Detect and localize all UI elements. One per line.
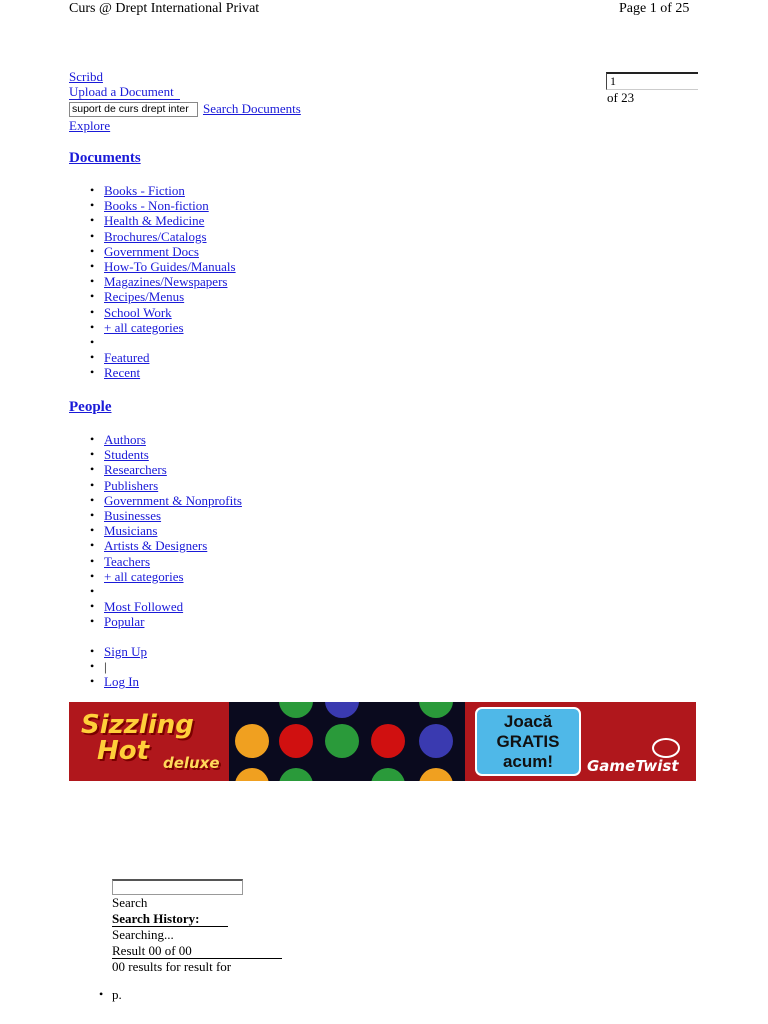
- play-free-button[interactable]: Joacă GRATIS acum!: [475, 707, 581, 776]
- list-item: [69, 183, 369, 198]
- star-icon: [279, 724, 313, 758]
- category-link[interactable]: Health & Medicine: [104, 213, 205, 229]
- search-history-label: Search History:: [112, 911, 228, 928]
- star-icon: [371, 724, 405, 758]
- category-link[interactable]: Sign Up: [104, 644, 147, 659]
- category-link[interactable]: How-To Guides/Manuals: [104, 258, 236, 274]
- category-link[interactable]: Brochures/Catalogs: [104, 228, 207, 244]
- results-summary: 00 results for result for: [112, 959, 232, 974]
- fruit-icon: [371, 768, 405, 781]
- gametwist-logo: GameTwist: [587, 757, 679, 775]
- result-counter: Result 00 of 00: [112, 943, 282, 960]
- search-label: Search: [112, 895, 148, 910]
- category-link[interactable]: Musicians: [104, 523, 158, 539]
- list-item: [69, 350, 369, 365]
- list-item: [69, 493, 369, 508]
- list-item: [69, 244, 369, 259]
- category-link[interactable]: Recipes/Menus: [104, 289, 185, 305]
- people-list: [69, 432, 369, 629]
- grapes-icon: [419, 724, 453, 758]
- search-documents-button[interactable]: Search Documents: [203, 101, 301, 116]
- category-link[interactable]: + all categories: [104, 319, 184, 335]
- fruit-icon: [279, 702, 313, 718]
- list-item: [69, 320, 369, 335]
- search-input[interactable]: [69, 102, 198, 117]
- page-count: of 23: [607, 90, 635, 105]
- fruit-icon: [419, 702, 453, 718]
- fruit-icon: [325, 702, 359, 718]
- bottom-search-input[interactable]: [112, 879, 243, 895]
- list-item: [69, 198, 369, 213]
- list-item: [69, 569, 369, 584]
- list-item: [69, 554, 369, 569]
- advertisement-banner[interactable]: [69, 702, 696, 781]
- orange-icon: [235, 724, 269, 758]
- fruit-icon: [419, 768, 453, 781]
- category-link[interactable]: Government Docs: [104, 243, 199, 259]
- list-item: [69, 644, 369, 659]
- list-item: [69, 462, 369, 477]
- list-item: [69, 523, 369, 538]
- separator: |: [104, 659, 107, 675]
- sizzling-hot-logo: Sizzling Hot deluxe: [81, 710, 220, 772]
- category-link[interactable]: + all categories: [104, 568, 184, 584]
- category-link[interactable]: Publishers: [104, 477, 159, 493]
- category-link[interactable]: Businesses: [104, 507, 162, 523]
- list-item: [69, 508, 369, 523]
- category-link[interactable]: Recent: [104, 365, 141, 381]
- category-link[interactable]: Researchers: [104, 462, 167, 478]
- upload-document-link[interactable]: Upload a Document: [69, 84, 180, 100]
- category-link[interactable]: Most Followed: [104, 599, 184, 615]
- page-indicator: Page 1 of 25: [619, 1, 690, 16]
- list-item: [69, 229, 369, 244]
- account-list: [69, 644, 369, 690]
- category-link[interactable]: Magazines/Newspapers: [104, 274, 228, 290]
- list-item: [69, 659, 369, 674]
- category-link[interactable]: Authors: [104, 432, 146, 447]
- list-item: [69, 274, 369, 289]
- category-link[interactable]: Books - Fiction: [104, 183, 185, 198]
- list-item: [69, 259, 369, 274]
- page-number-input[interactable]: 1: [606, 72, 698, 90]
- category-link[interactable]: School Work: [104, 304, 172, 320]
- category-link[interactable]: Log In: [104, 674, 140, 690]
- category-link[interactable]: Books - Non-fiction: [104, 198, 209, 214]
- people-heading[interactable]: People: [69, 399, 112, 415]
- result-item: p.: [112, 987, 122, 1002]
- category-link[interactable]: Government & Nonprofits: [104, 492, 242, 508]
- list-item: [69, 447, 369, 462]
- documents-list: [69, 183, 369, 380]
- fruit-icon: [279, 768, 313, 781]
- category-link[interactable]: Teachers: [104, 553, 151, 569]
- list-item: [69, 614, 369, 629]
- documents-heading[interactable]: Documents: [69, 150, 141, 166]
- category-link[interactable]: Featured: [104, 350, 150, 366]
- category-link[interactable]: Popular: [104, 614, 145, 630]
- list-item: [69, 365, 369, 380]
- list-item: [69, 289, 369, 304]
- scribd-link[interactable]: Scribd: [69, 69, 103, 84]
- list-item: [69, 674, 369, 689]
- list-item: [69, 538, 369, 553]
- searching-status: Searching...: [112, 927, 174, 942]
- category-link[interactable]: Students: [104, 447, 149, 463]
- list-item: [69, 305, 369, 320]
- list-item: [69, 432, 369, 447]
- slot-reels-image: [229, 702, 465, 781]
- list-item: [69, 584, 369, 599]
- document-title: Curs @ Drept International Privat: [69, 1, 260, 16]
- list-item: [69, 478, 369, 493]
- list-item: [69, 335, 369, 350]
- gametwist-swirl-icon: [652, 738, 680, 758]
- list-item: [69, 599, 369, 614]
- list-item: [69, 213, 369, 228]
- explore-link[interactable]: Explore: [69, 118, 111, 133]
- watermelon-icon: [325, 724, 359, 758]
- category-link[interactable]: Artists & Designers: [104, 538, 208, 554]
- fruit-icon: [235, 768, 269, 781]
